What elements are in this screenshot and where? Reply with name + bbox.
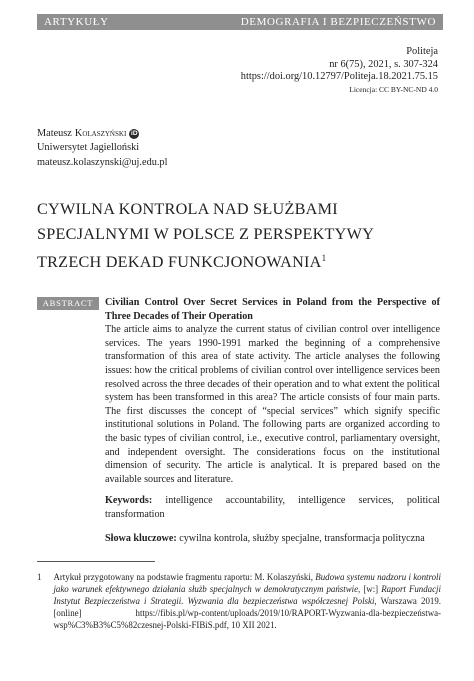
title-line: TRZECH DEKAD FUNKCJONOWANIA$^1$ — [37, 253, 327, 271]
section-header-bar — [37, 14, 443, 30]
journal-issue: nr 6(75), 2021, s. 307-324 — [329, 58, 438, 70]
keywords-pl-text: cywilna kontrola, służby specjalne, transformacja polityczna — [179, 532, 425, 544]
footnote-divider — [37, 561, 155, 562]
title-line: CYWILNA KONTROLA NAD SŁUŻBAMI — [37, 200, 338, 218]
doi-link[interactable]: https://doi.org/10.12797/Politeja.18.2021.75.15 — [240, 71, 438, 82]
article-title — [37, 197, 447, 275]
footnote — [37, 571, 441, 631]
section-left-label: ARTYKUŁY — [44, 16, 109, 28]
keywords-text: intelligence accountability, intelligence services, political transformation — [105, 495, 440, 520]
section-right-label: DEMOGRAFIA I BEZPIECZEŃSTWO — [240, 16, 436, 28]
orcid-icon[interactable]: iD — [131, 130, 138, 138]
keywords-pl-label: Słowa kluczowe: — [105, 532, 177, 544]
author-surname: Kolaszyński — [74, 128, 127, 139]
author-block — [37, 127, 167, 170]
keywords-pl-line — [105, 532, 440, 546]
license-text: Licencja: CC BY-NC-ND 4.0 — [349, 84, 438, 94]
author-first-name: Mateusz — [37, 128, 72, 139]
author-email[interactable]: mateusz.kolaszynski@uj.edu.pl — [37, 156, 168, 168]
keywords-line — [105, 494, 440, 521]
keywords-label: Keywords: — [105, 495, 153, 507]
abstract-text: The article aims to analyze the current status of civilian control over intelligence services. The years 1990-1991 marked the beginning of a comprehensive transformation of this area of state activity. The article analyses the following issues: how the critical problems of civilian control over intelligence services been resolved across the three decades of their operation and to what extent the political system has been transformed in this area? The article consists of four main parts. The first discusses the concept of “special services” which signify specific institutional solutions in Poland. The following parts are organized according to the basic types of civilian control, i.e., executive control, parliamentary oversight, and independent oversight. The considerations focus on the institutional dimension of security. The article is analytical. It is prepared based on the available sources and literature. — [105, 324, 440, 485]
journal-name: Politeja — [406, 46, 438, 57]
title-line: SPECJALNYMI W POLSCE Z PERSPEKTYWY — [37, 224, 375, 243]
footnote-text: Artykuł przygotowany na podstawie fragmentu raportu: M. Kolaszyński, Budowa systemu nadzoru i kontroli jako warunek efektywnego działania służb specjalnych w demokratycznym państwie, [w:] Raport Fundacji Instytut Bezpieczeństwa i Strategii. Wyzwania dla bezpieczeństwa współczesnej Polski, Warszawa 2019. [online] https://fibis.pl/wp-content/uploads/2019/10/RAPORT-Wyzwania-dla-bezpieczeństwa-wsp%C3%B3%C5%82czesnej-Polski-FIBiS.pdf, 10 XII 2021. — [53, 572, 441, 631]
footnote-number: 1 — [37, 572, 42, 582]
title-footnote-mark[interactable]: 1 — [321, 253, 327, 263]
journal-info — [241, 46, 438, 96]
abstract-section — [105, 296, 440, 545]
abstract-label: ABSTRACT — [37, 297, 99, 310]
author-affiliation: Uniwersytet Jagielloński — [37, 142, 140, 154]
author-name — [37, 127, 167, 141]
abstract-heading: Civilian Control Over Secret Services in Poland from the Perspective of Three Decades of Their Operation — [105, 297, 440, 322]
